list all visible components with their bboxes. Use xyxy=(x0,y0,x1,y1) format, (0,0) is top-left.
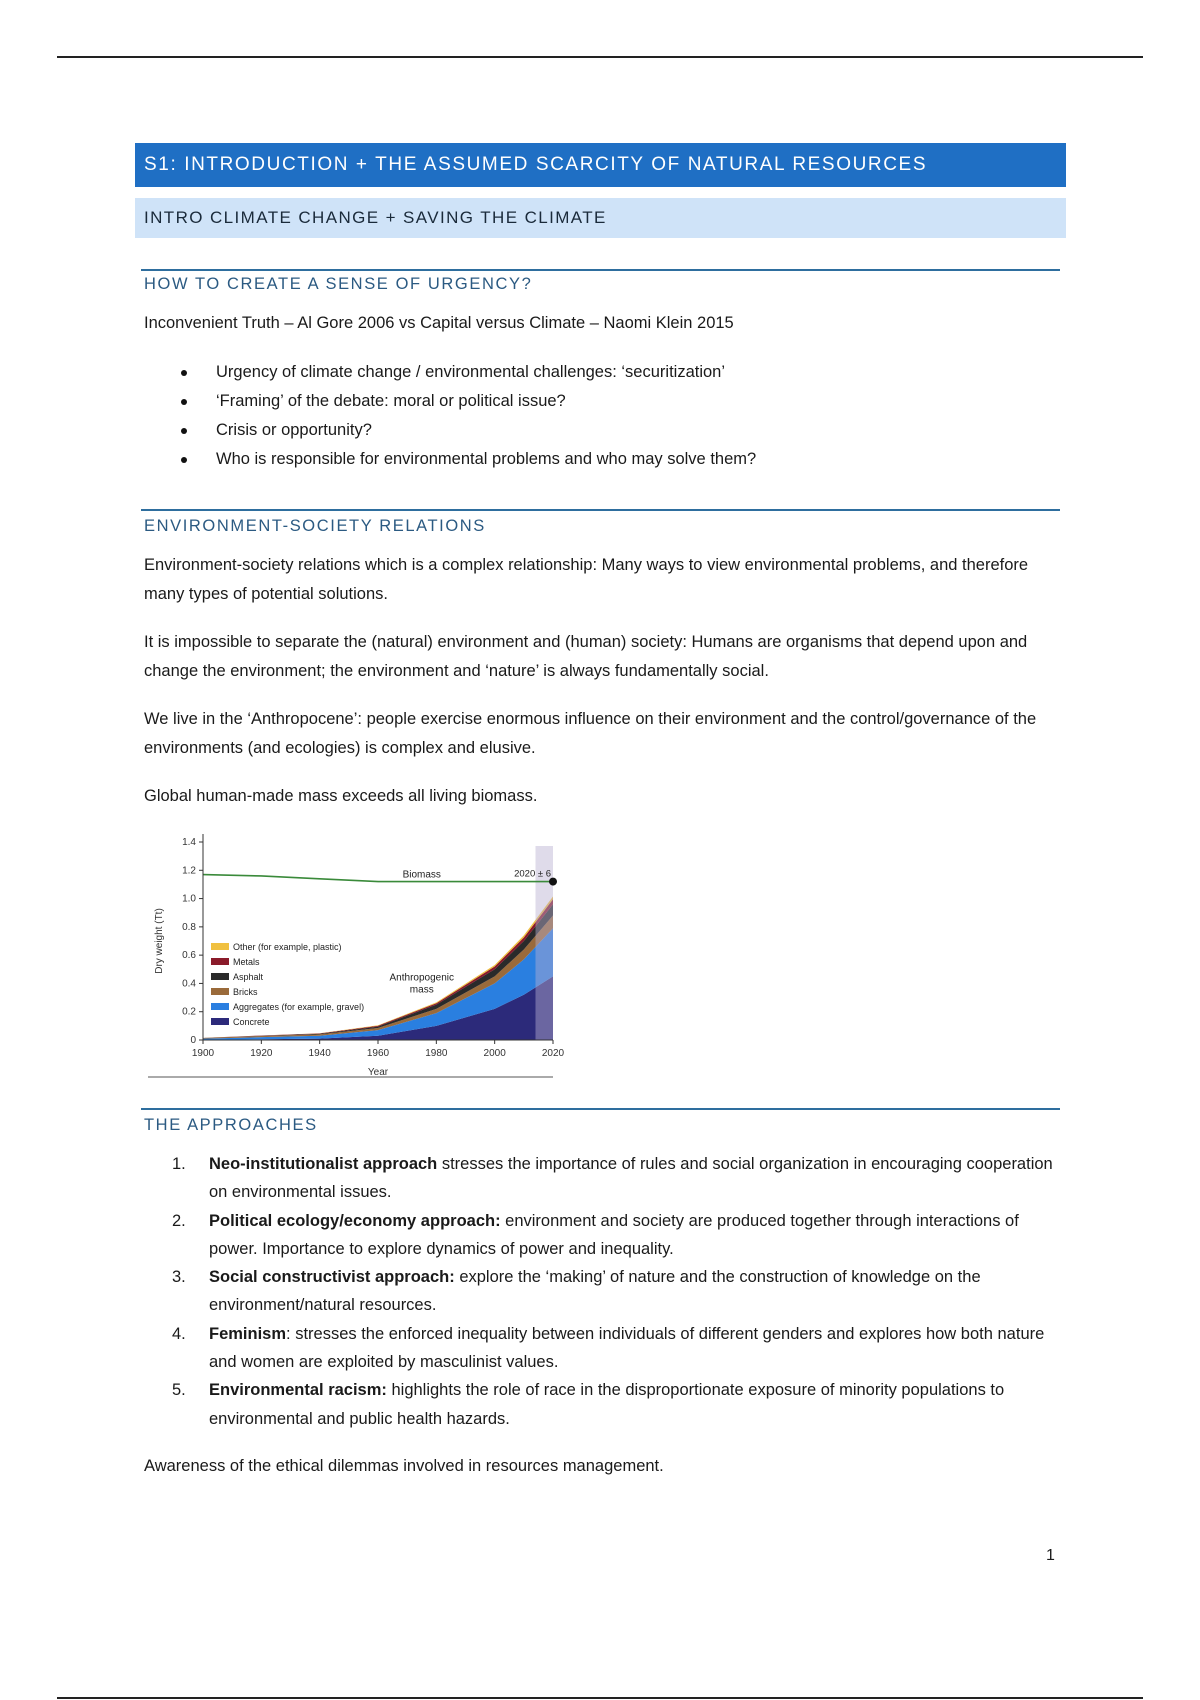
legend-label: Asphalt xyxy=(233,972,264,982)
approaches-list xyxy=(144,1150,1054,1433)
mass-chart xyxy=(148,822,568,1082)
section-rule xyxy=(141,269,1060,271)
y-axis-label: Dry weight (Tt) xyxy=(154,908,165,974)
heading-1: S1: INTRODUCTION + THE ASSUMED SCARCITY OF NATURAL RESOURCES xyxy=(135,143,1066,187)
y-tick-label: 0.6 xyxy=(182,950,196,962)
y-tick-label: 0.2 xyxy=(182,1006,196,1018)
bullet-icon xyxy=(181,428,187,434)
bullet-icon xyxy=(181,399,187,405)
bullet-icon xyxy=(181,457,187,463)
y-tick-label: 1.4 xyxy=(182,837,196,848)
paragraph: We live in the ‘Anthropocene’: people exercise enormous influence on their environment and the control/governance of the environments (and ecologies) is complex and elusive. xyxy=(144,710,1037,757)
legend-swatch xyxy=(211,958,229,965)
list-item: 3. Social constructivist approach: explore the ‘making’ of nature and the construction of knowledge on the environment/natural resources. xyxy=(172,1268,981,1315)
legend-label: Concrete xyxy=(233,1017,270,1027)
anthropogenic-label-2: mass xyxy=(409,984,434,996)
legend-label: Aggregates (for example, gravel) xyxy=(233,1002,365,1012)
page-number: 1 xyxy=(1046,1547,1055,1564)
list-item: ‘Framing’ of the debate: moral or political issue? xyxy=(144,387,756,416)
paragraph: Global human-made mass exceeds all living biomass. xyxy=(144,787,538,805)
legend-swatch xyxy=(211,1003,229,1010)
x-tick-label: 1940 xyxy=(308,1048,331,1059)
section-heading-urgency: HOW TO CREATE A SENSE OF URGENCY? xyxy=(144,275,533,293)
urgency-bullet-list xyxy=(144,358,756,474)
biomass-line xyxy=(203,875,553,882)
mass-chart-svg xyxy=(148,822,568,1082)
legend-swatch xyxy=(211,988,229,995)
x-tick-label: 1980 xyxy=(425,1048,448,1059)
urgency-intro: Inconvenient Truth – Al Gore 2006 vs Capital versus Climate – Naomi Klein 2015 xyxy=(144,314,734,332)
y-tick-label: 0.4 xyxy=(182,978,196,990)
crossover-label: 2020 ± 6 xyxy=(514,868,552,880)
legend-swatch xyxy=(211,973,229,980)
section-rule xyxy=(141,1108,1060,1110)
x-tick-label: 2020 xyxy=(541,1048,565,1059)
y-tick-label: 1.2 xyxy=(182,865,196,877)
biomass-label: Biomass xyxy=(402,869,441,881)
x-tick-label: 2000 xyxy=(483,1048,506,1059)
list-item: Urgency of climate change / environmental challenges: ‘securitization’ xyxy=(144,358,756,387)
list-item: Crisis or opportunity? xyxy=(144,416,756,445)
bullet-icon xyxy=(181,370,187,376)
closing-paragraph: Awareness of the ethical dilemmas involved in resources management. xyxy=(144,1457,664,1475)
section-heading-approaches: THE APPROACHES xyxy=(144,1116,318,1134)
section-rule xyxy=(141,509,1060,511)
y-tick-label: 1.0 xyxy=(182,893,196,905)
list-item: 4. Feminism: stresses the enforced inequality between individuals of different genders and explores how both nature and women are exploited by masculinist values. xyxy=(172,1324,1045,1372)
legend-label: Bricks xyxy=(233,987,258,997)
list-item: 1. Neo-institutionalist approach stresses the importance of rules and social organization in encouraging cooperation on environmental issues. xyxy=(172,1155,1053,1202)
legend-swatch xyxy=(211,943,229,950)
list-item: 5. Environmental racism: highlights the role of race in the disproportionate exposure of minority populations to environmental and public health hazards. xyxy=(172,1381,1005,1428)
list-item: Who is responsible for environmental problems and who may solve them? xyxy=(144,445,756,474)
paragraph: It is impossible to separate the (natural) environment and (human) society: Humans are organisms that depend upon and change the environment; the environment and ‘nature’ is always fundamentally social. xyxy=(144,633,1028,680)
legend-swatch xyxy=(211,1018,229,1025)
x-tick-label: 1900 xyxy=(191,1048,215,1059)
list-item: 2. Political ecology/economy approach: environment and society are produced together through interactions of power. Importance to explore dynamics of power and inequality. xyxy=(172,1211,1019,1258)
section-heading-environment-society: ENVIRONMENT-SOCIETY RELATIONS xyxy=(144,517,486,535)
x-tick-label: 1960 xyxy=(366,1048,390,1059)
x-tick-label: 1920 xyxy=(250,1048,273,1059)
x-axis-label: Year xyxy=(367,1067,389,1078)
y-tick-label: 0 xyxy=(190,1035,196,1046)
bottom-rule xyxy=(57,1697,1143,1699)
legend-label: Other (for example, plastic) xyxy=(233,942,342,952)
y-tick-label: 0.8 xyxy=(182,921,196,933)
top-rule xyxy=(57,56,1143,58)
legend-label: Metals xyxy=(233,957,260,967)
anthropogenic-label: Anthropogenic xyxy=(389,972,454,984)
paragraph: Environment-society relations which is a complex relationship: Many ways to view environmental problems, and therefore many types of potential solutions. xyxy=(144,556,1029,603)
heading-2: INTRO CLIMATE CHANGE + SAVING THE CLIMATE xyxy=(135,198,1066,238)
